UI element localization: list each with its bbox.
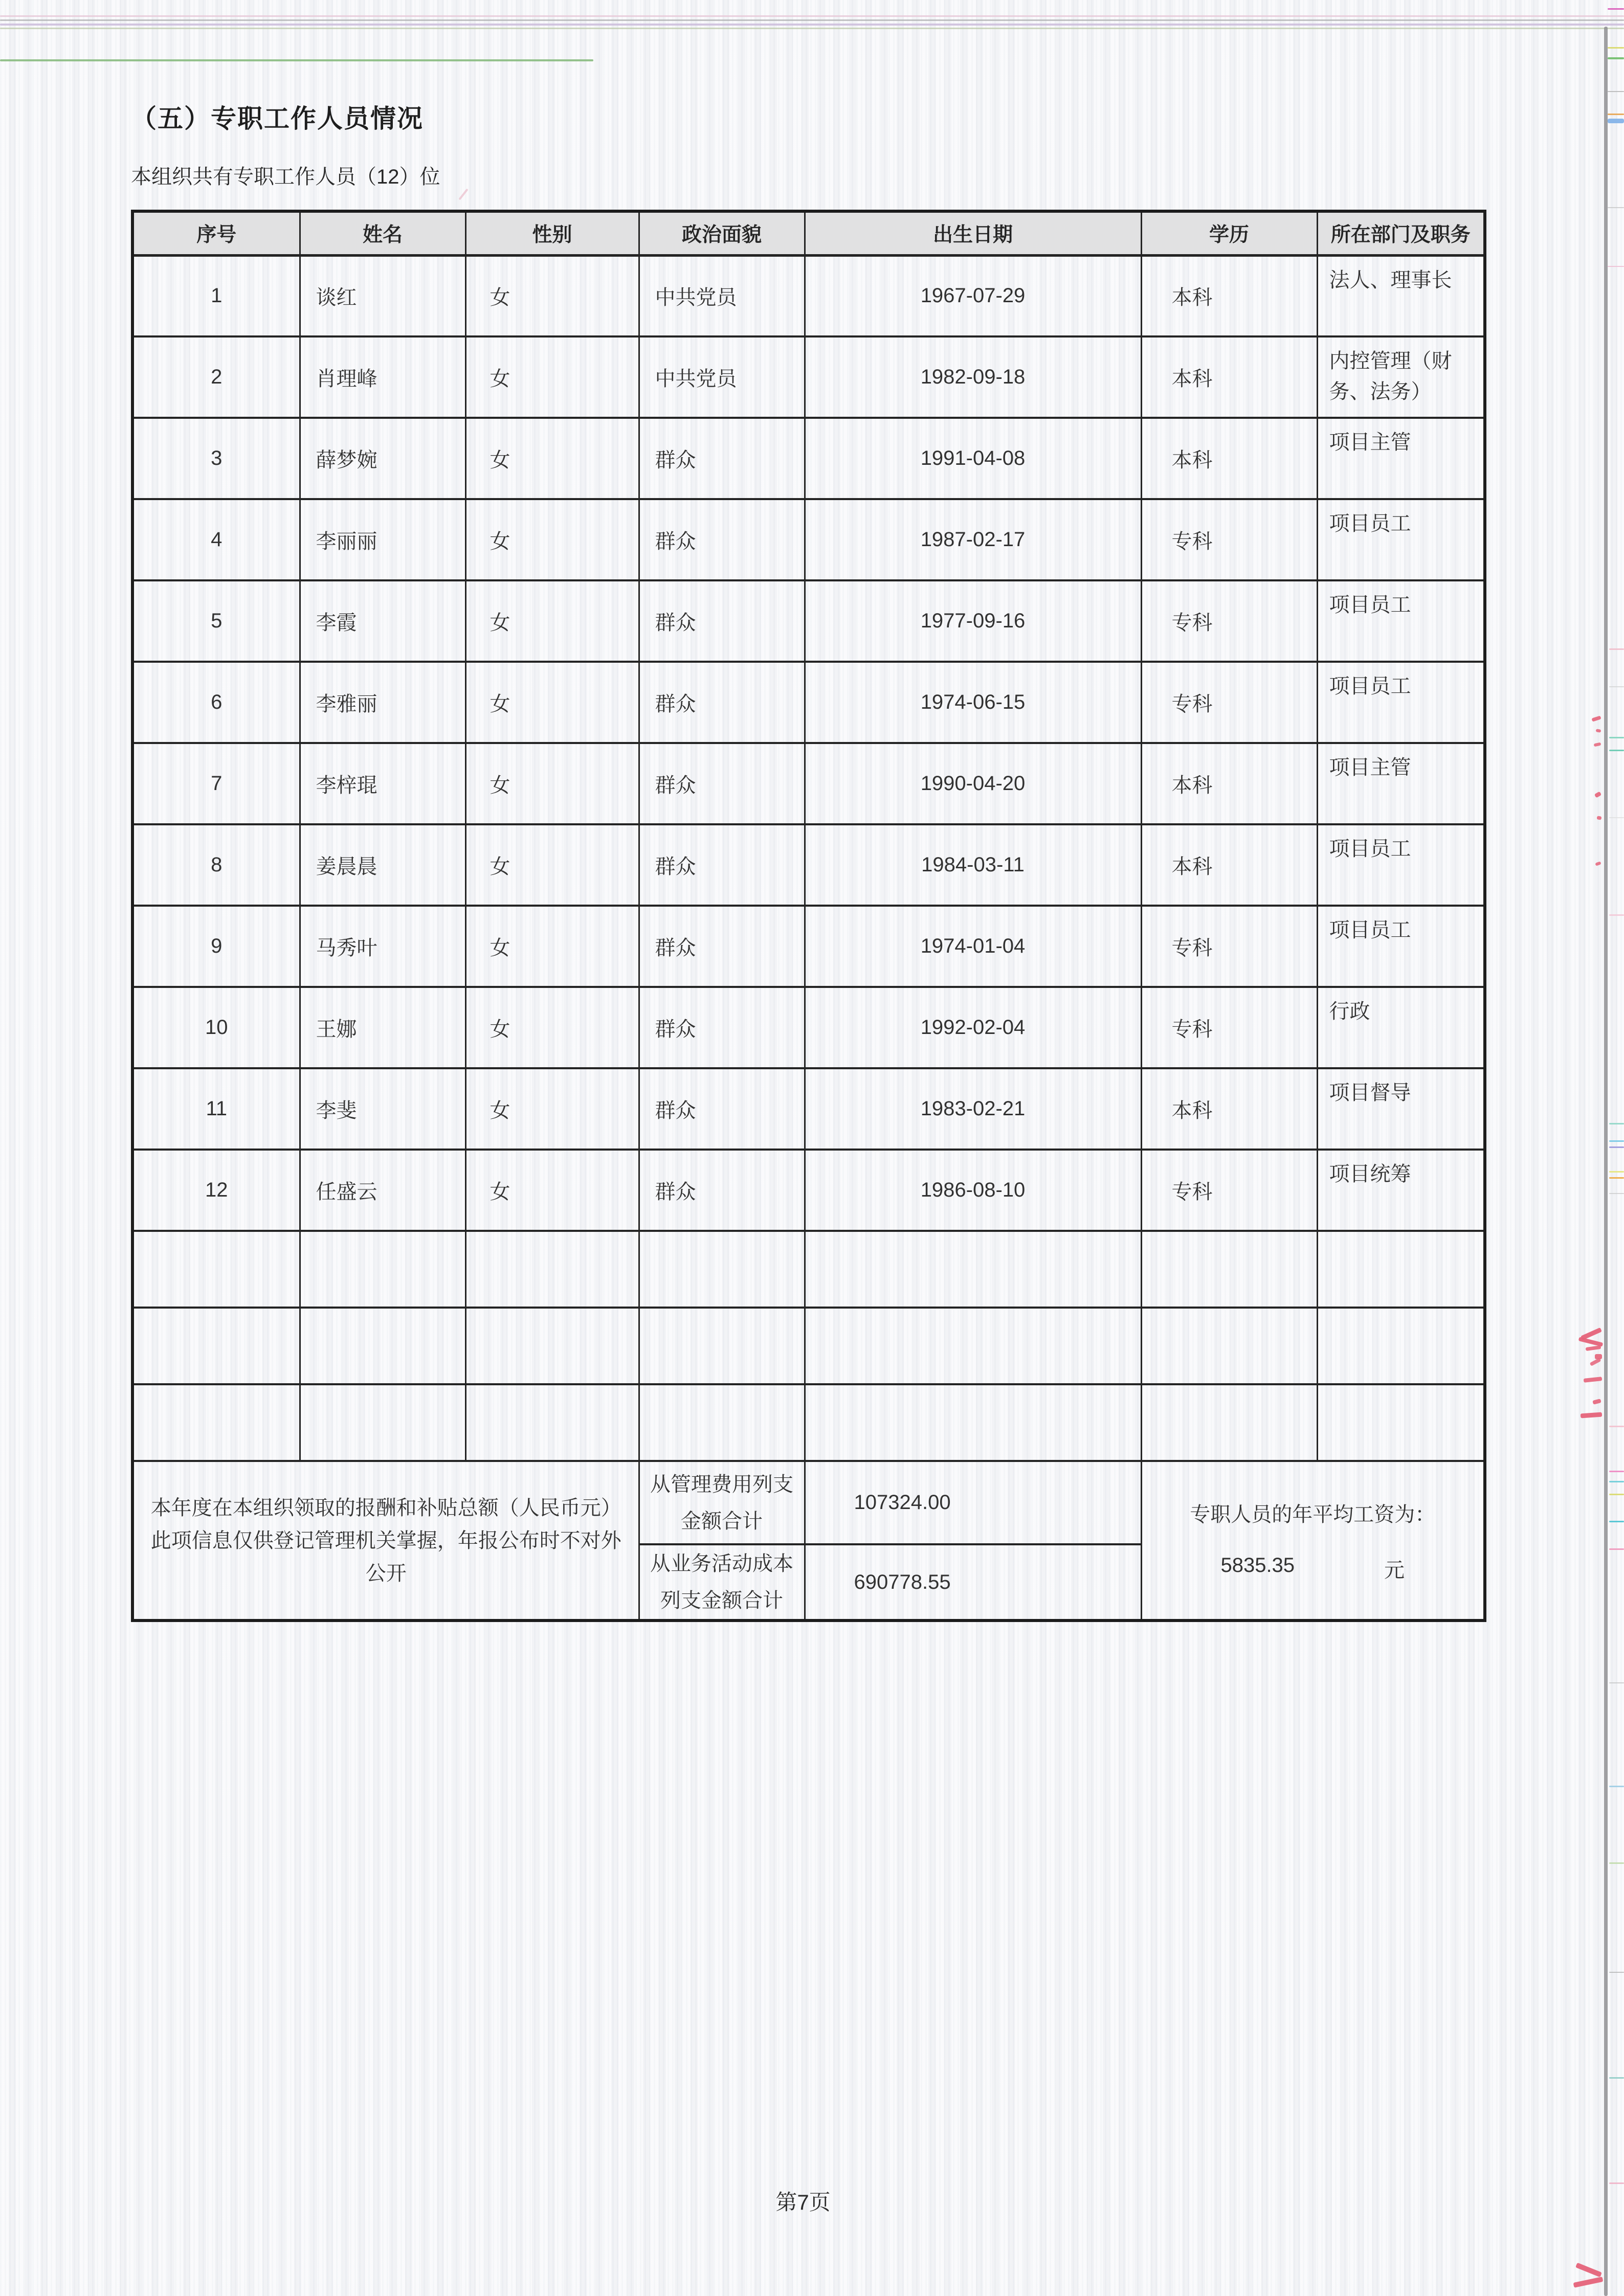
table-row [132,336,1485,418]
edge-tick [1609,1123,1624,1124]
cell-birthdate: 1986-08-10 [805,1150,1141,1231]
cell-politics: 群众 [639,743,805,824]
cell-seq: 8 [132,824,300,906]
red-pen-mark [1592,1399,1601,1405]
scan-line-top [0,15,1624,17]
cell-politics: 群众 [639,662,805,743]
edge-tick [1608,266,1624,267]
cell-name [300,1384,465,1461]
cell-birthdate: 1987-02-17 [805,499,1141,580]
cell-gender: 女 [465,987,639,1068]
cell-birthdate: 1984-03-11 [805,824,1141,906]
edge-tick [1609,1193,1624,1194]
cell-birthdate [805,1231,1141,1308]
table-header-row [132,211,1485,255]
edge-tick [1609,1146,1624,1148]
table-row [132,743,1485,824]
red-pen-mark [1596,729,1601,733]
cell-seq [132,1308,300,1384]
cell-birthdate: 1991-04-08 [805,418,1141,499]
paper-edge-line [1604,27,1608,2296]
edge-tick [1609,1171,1624,1173]
red-pen-mark [1594,742,1601,747]
table-row [132,1068,1485,1150]
edge-tick [1609,1426,1624,1427]
cell-seq: 1 [132,255,300,336]
cell-name: 李雅丽 [300,662,465,743]
edge-tick [1609,1177,1624,1179]
pink-diagonal-mark [458,189,468,200]
edge-tick [1609,1786,1624,1787]
activity-cost-label: 从业务活动成本列支金额合计 [639,1544,805,1620]
cell-birthdate: 1992-02-04 [805,987,1141,1068]
cell-gender: 女 [465,906,639,987]
avg-salary-value: 5835.35 [1220,1554,1295,1577]
cell-education: 本科 [1141,1068,1317,1150]
cell-department [1317,1384,1485,1461]
cell-education [1141,1231,1317,1308]
cell-seq: 3 [132,418,300,499]
cell-seq: 10 [132,987,300,1068]
header-name: 姓名 [300,211,465,255]
table-row [132,662,1485,743]
edge-tick [1609,1494,1624,1495]
cell-seq: 7 [132,743,300,824]
cell-education: 专科 [1141,1150,1317,1231]
cell-gender [465,1384,639,1461]
cell-name: 李丽丽 [300,499,465,580]
header-seq: 序号 [132,211,300,255]
edge-tick [1608,119,1624,123]
red-pen-mark [1591,715,1601,722]
red-pen-mark [1581,1412,1603,1419]
edge-tick [1608,91,1624,92]
cell-politics: 群众 [639,499,805,580]
cell-department: 行政 [1317,987,1485,1068]
cell-seq: 11 [132,1068,300,1150]
table-empty-row [132,1384,1485,1461]
header-politics: 政治面貌 [639,211,805,255]
cell-seq: 2 [132,336,300,418]
cell-politics: 群众 [639,987,805,1068]
cell-gender: 女 [465,743,639,824]
edge-tick [1608,47,1624,49]
staff-table [131,210,1486,1622]
scan-line-top [0,28,1624,29]
cell-seq [132,1231,300,1308]
cell-department: 项目员工 [1317,662,1485,743]
cell-politics [639,1384,805,1461]
avg-salary-label: 专职人员的年平均工资为： [1190,1503,1436,1526]
cell-gender [465,1231,639,1308]
avg-salary-cell [1141,1461,1485,1620]
cell-education: 专科 [1141,987,1317,1068]
cell-name: 李梓琨 [300,743,465,824]
cell-department: 内控管理（财务、法务） [1317,336,1485,418]
cell-gender [465,1308,639,1384]
cell-gender: 女 [465,662,639,743]
table-row [132,987,1485,1068]
edge-tick [1609,1972,1624,1973]
edge-tick [1609,737,1624,738]
page-number: 第7页 [775,2190,831,2214]
cell-politics [639,1231,805,1308]
cell-politics: 群众 [639,1150,805,1231]
table-row [132,580,1485,662]
red-pen-mark [1595,861,1601,866]
cell-gender: 女 [465,824,639,906]
cell-education: 本科 [1141,743,1317,824]
header-birthdate: 出生日期 [805,211,1141,255]
edge-tick [1609,2077,1624,2079]
cell-name [300,1231,465,1308]
cell-education [1141,1308,1317,1384]
cell-seq: 5 [132,580,300,662]
table-row [132,499,1485,580]
cell-department: 项目员工 [1317,824,1485,906]
edge-tick [1608,8,1624,10]
cell-politics: 群众 [639,580,805,662]
cell-gender: 女 [465,336,639,418]
red-pen-mark [1584,1377,1603,1383]
cell-birthdate [805,1308,1141,1384]
edge-tick [1609,1862,1624,1864]
cell-seq: 12 [132,1150,300,1231]
cell-name: 姜晨晨 [300,824,465,906]
cell-education: 专科 [1141,906,1317,987]
cell-name: 李霞 [300,580,465,662]
summary-row-1 [132,1461,1485,1544]
edge-tick [1608,57,1624,59]
admin-expense-label: 从管理费用列支金额合计 [639,1461,805,1544]
activity-cost-value: 690778.55 [805,1544,1141,1620]
table-summary [132,1461,1485,1620]
cell-gender: 女 [465,1068,639,1150]
edge-tick [1609,648,1624,650]
cell-politics: 群众 [639,1068,805,1150]
table-row [132,906,1485,987]
admin-expense-value: 107324.00 [805,1461,1141,1544]
cell-education: 专科 [1141,662,1317,743]
scan-line-green [0,59,593,61]
cell-seq [132,1384,300,1461]
cell-name: 薛梦婉 [300,418,465,499]
edge-tick [1608,114,1624,115]
cell-gender: 女 [465,499,639,580]
avg-salary-line [1142,1554,1484,1583]
cell-politics: 群众 [639,824,805,906]
cell-gender: 女 [465,1150,639,1231]
table-row [132,824,1485,906]
red-pen-mark [1597,816,1602,820]
cell-name: 李斐 [300,1068,465,1150]
cell-education: 本科 [1141,824,1317,906]
table-row [132,418,1485,499]
cell-education [1141,1384,1317,1461]
cell-seq: 9 [132,906,300,987]
cell-department: 项目主管 [1317,743,1485,824]
table-row [132,255,1485,336]
edge-tick [1609,1521,1624,1522]
cell-education: 本科 [1141,336,1317,418]
table-body [132,255,1485,1461]
edge-tick [1609,914,1624,916]
cell-department: 项目统筹 [1317,1150,1485,1231]
cell-politics: 群众 [639,418,805,499]
cell-seq: 6 [132,662,300,743]
cell-birthdate: 1990-04-20 [805,743,1141,824]
red-pen-mark [1594,792,1601,798]
cell-birthdate: 1974-01-04 [805,906,1141,987]
cell-name: 任盛云 [300,1150,465,1231]
cell-politics: 中共党员 [639,255,805,336]
cell-birthdate: 1977-09-16 [805,580,1141,662]
cell-name [300,1308,465,1384]
cell-name: 马秀叶 [300,906,465,987]
edge-tick [1609,817,1624,818]
header-gender: 性别 [465,211,639,255]
cell-department: 项目员工 [1317,906,1485,987]
table-empty-row [132,1308,1485,1384]
header-department: 所在部门及职务 [1317,211,1485,255]
section-title: （五）专职工作人员情况 [131,104,424,133]
edge-tick [1609,1682,1624,1683]
cell-department: 项目员工 [1317,580,1485,662]
cell-department: 项目督导 [1317,1068,1485,1150]
scan-line-top [0,24,1624,26]
edge-tick [1609,1140,1624,1142]
cell-department: 法人、理事长 [1317,255,1485,336]
avg-salary-unit: 元 [1384,1559,1405,1582]
edge-tick [1609,1548,1624,1550]
cell-department: 项目员工 [1317,499,1485,580]
cell-education: 本科 [1141,255,1317,336]
edge-tick [1609,1471,1624,1472]
cell-name: 谈红 [300,255,465,336]
header-education: 学历 [1141,211,1317,255]
cell-birthdate [805,1384,1141,1461]
cell-gender: 女 [465,255,639,336]
cell-gender: 女 [465,580,639,662]
cell-department [1317,1308,1485,1384]
edge-tick [1608,207,1624,208]
cell-education: 本科 [1141,418,1317,499]
cell-department [1317,1231,1485,1308]
cell-name: 王娜 [300,987,465,1068]
red-pen-mark [1575,2263,1602,2278]
cell-department: 项目主管 [1317,418,1485,499]
edge-tick [1609,2182,1624,2184]
cell-politics: 中共党员 [639,336,805,418]
cell-education: 专科 [1141,580,1317,662]
scan-line-top [0,19,1624,21]
red-pen-mark [1586,1345,1601,1351]
cell-politics [639,1308,805,1384]
cell-birthdate: 1974-06-15 [805,662,1141,743]
cell-birthdate: 1983-02-21 [805,1068,1141,1150]
edge-tick [1609,750,1624,751]
cell-gender: 女 [465,418,639,499]
cell-birthdate: 1982-09-18 [805,336,1141,418]
cell-birthdate: 1967-07-29 [805,255,1141,336]
red-pen-mark [1573,2277,1604,2288]
table-empty-row [132,1231,1485,1308]
cell-name: 肖理峰 [300,336,465,418]
cell-education: 专科 [1141,499,1317,580]
remuneration-note: 本年度在本组织领取的报酬和补贴总额（人民币元）此项信息仅供登记管理机关掌握，年报公布时不对外公开 [132,1461,639,1620]
cell-politics: 群众 [639,906,805,987]
staff-count-line: 本组织共有专职工作人员（12）位 [131,166,440,188]
edge-tick [1609,686,1624,687]
edge-tick [1609,1481,1624,1482]
cell-seq: 4 [132,499,300,580]
table-row [132,1150,1485,1231]
